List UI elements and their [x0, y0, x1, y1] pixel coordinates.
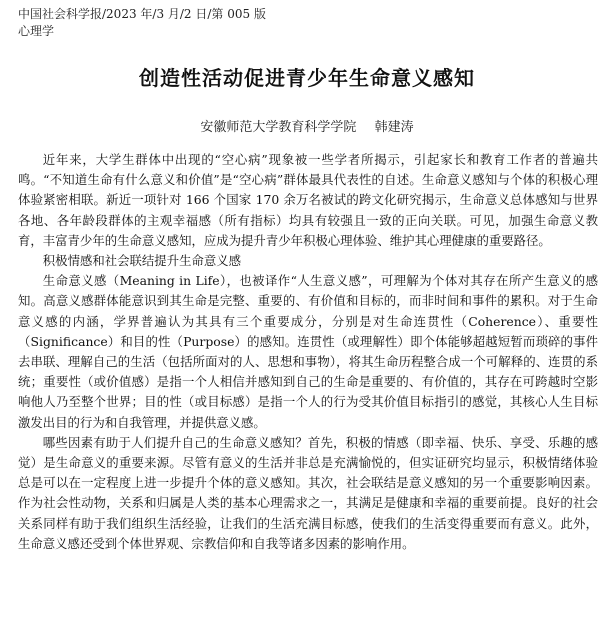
author-name: 韩建涛 — [374, 120, 414, 135]
publication-header — [18, 6, 266, 40]
paragraph-definition: 生命意义感（Meaning in Life），也被译作“人生意义感”，可理解为个体对其存在所产生意义的感知。高意义感群体能意识到其生命是完整、重要的、有价值和目标的，而非时间和事件的累积。对于生命意义感的内涵，学界普遍认为其具有三个重要成分，分别是对生命连贯性（Coherence）、重要性（Significance）和目的性（Purpose）的感知。连贯性（或理解性）即个体能够超越短暂而琐碎的事件去串联、理解自己的生活（包括所面对的人、思想和事物），将其生命历程整合成一个可解释的、连贯的系统；重要性（或价值感）是指一个人相信并感知到自己的生命是重要的、有价值的，其存在可跨越时空影响他人乃至整个世界；目的性（或目标感）是指一个人的行为受其价值目标指引的感觉，其核心人生目标激发出目的行为和自我管理，并提供意义感。 — [18, 273, 598, 430]
paragraph-factors: 哪些因素有助于人们提升自己的生命意义感知？首先，积极的情感（即幸福、快乐、享受、乐趣的感觉）是生命意义的重要来源。尽管有意义的生活并非总是充满愉悦的，但实证研究均显示，积极情绪体验总是可以在一定程度上进一步提升个体的意义感知。其次，社会联结是意义感知的另一个重要影响因素。作为社会性动物，关系和归属是人类的基本心理需求之一，其满足是健康和幸福的重要前提。良好的社会关系同样有助于我们组织生活经验，让我们的生活充满目标感，使我们的生活变得重要而有意义。此外，生命意义感还受到个体世界观、宗教信仰和自我等诸多因素的影响作用。 — [18, 434, 598, 551]
article-title: 创造性活动促进青少年生命意义感知 — [139, 66, 475, 90]
byline — [0, 116, 614, 135]
article-body — [18, 150, 598, 554]
publication-info: 中国社会科学报/2023 年/3 月/2 日/第 005 版 — [18, 7, 266, 21]
author-affiliation: 安徽师范大学教育科学学院 — [200, 120, 357, 135]
paragraph-intro: 近年来，大学生群体中出现的“空心病”现象被一些学者所揭示，引起家长和教育工作者的普遍共鸣。“不知道生命有什么意义和价值”是“空心病”群体最具代表性的自述。生命意义感知与个体的积极心理体验紧密相联。新近一项针对 166 个国家 170 余万名被试的跨文化研究揭示，生命意义总体感知与世界各地、各年龄段群体的主观幸福感（所有指标）均具有较强且一致的正向关联。可见，加强生命意义教育，丰富青少年的生命意义感知，应成为提升青少年积极心理体验、维护其心理健康的重要路径。 — [18, 152, 598, 248]
section-name: 心理学 — [18, 24, 55, 38]
section-subheading: 积极情感和社会联结提升生命意义感 — [42, 253, 242, 269]
